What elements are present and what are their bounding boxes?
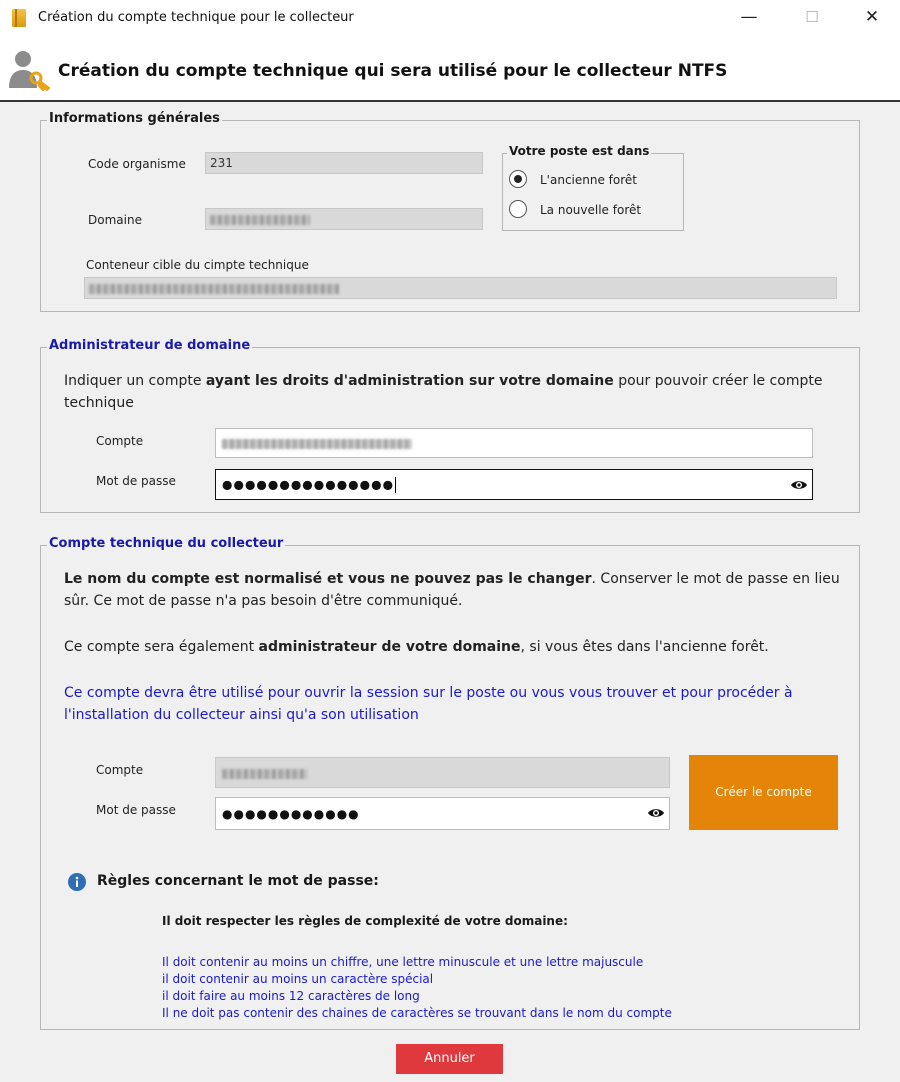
tech-paragraph-3: Ce compte devra être utilisé pour ouvrir la session sur le poste ou vous vous trouver et pour procéder à l'installation du collecteur ainsi qu'a son utilisation: [64, 685, 793, 723]
tech-password-value: ●●●●●●●●●●●●: [222, 807, 360, 821]
minimize-button[interactable]: —: [740, 7, 758, 27]
rule-item: il doit faire au moins 12 caractères de long: [162, 989, 420, 1003]
rule-item: Il ne doit pas contenir des chaines de caractères se trouvant dans le nom du compte: [162, 1006, 672, 1020]
tech-show-password-icon[interactable]: [647, 807, 665, 819]
poste-legend: Votre poste est dans: [509, 144, 650, 158]
cancel-button[interactable]: Annuler: [396, 1044, 503, 1074]
code-organisme-field: 231: [205, 152, 483, 174]
rules-title: Règles concernant le mot de passe:: [97, 873, 379, 889]
info-icon: [68, 873, 86, 891]
rules-subtitle: Il doit respecter les règles de complexité de votre domaine:: [162, 914, 568, 928]
tech-paragraph-2: Ce compte sera également administrateur de votre domaine, si vous êtes dans l'ancienne forêt.: [64, 639, 769, 655]
tech-password-input[interactable]: [215, 797, 670, 830]
admin-show-password-icon[interactable]: [790, 479, 808, 491]
admin-password-value: ●●●●●●●●●●●●●●●: [222, 477, 395, 492]
tech-account-field: [215, 757, 670, 788]
rule-item: il doit contenir au moins un caractère spécial: [162, 972, 434, 986]
admin-account-label: Compte: [96, 434, 144, 448]
window-title: Création du compte technique pour le collecteur: [38, 10, 354, 25]
tech-account-label: Compte: [96, 763, 144, 777]
general-info-legend: Informations générales: [49, 111, 220, 126]
container-label: Conteneur cible du cimpte technique: [86, 258, 309, 272]
tech-password-label: Mot de passe: [96, 803, 176, 817]
tech-account-legend: Compte technique du collecteur: [49, 536, 284, 551]
domaine-label: Domaine: [88, 213, 142, 227]
radio-ancienne-foret-label: L'ancienne forêt: [540, 173, 637, 187]
admin-password-label: Mot de passe: [96, 474, 176, 488]
poste-group: [502, 144, 684, 231]
app-icon: [12, 9, 26, 27]
rule-item: Il doit contenir au moins un chiffre, une lettre minuscule et une lettre majuscule: [162, 955, 644, 969]
admin-account-input[interactable]: [215, 428, 813, 458]
create-account-button[interactable]: Créer le compte: [689, 755, 838, 830]
code-organisme-label: Code organisme: [88, 157, 186, 171]
page-title: Création du compte technique qui sera utilisé pour le collecteur NTFS: [58, 61, 728, 81]
dialog-header: [0, 36, 900, 102]
user-key-icon: [6, 48, 52, 92]
title-bar: [0, 0, 900, 36]
tech-paragraph-1: Le nom du compte est normalisé et vous ne pouvez pas le changer. Conserver le mot de passe en lieu sûr. Ce mot de passe n'a pas besoin d'être communiqué.: [64, 571, 840, 609]
admin-intro: Indiquer un compte ayant les droits d'administration sur votre domaine pour pouvoir créer le compte technique: [64, 373, 823, 411]
radio-nouvelle-foret[interactable]: [509, 200, 527, 218]
radio-ancienne-foret[interactable]: [509, 170, 527, 188]
container-field: [84, 277, 837, 299]
radio-nouvelle-foret-label: La nouvelle forêt: [540, 203, 642, 217]
admin-password-input[interactable]: [215, 469, 813, 500]
close-button[interactable]: ✕: [864, 7, 880, 27]
rules-list: [162, 954, 672, 1022]
admin-legend: Administrateur de domaine: [49, 338, 251, 353]
maximize-button[interactable]: ☐: [805, 8, 819, 26]
domaine-field: [205, 208, 483, 230]
